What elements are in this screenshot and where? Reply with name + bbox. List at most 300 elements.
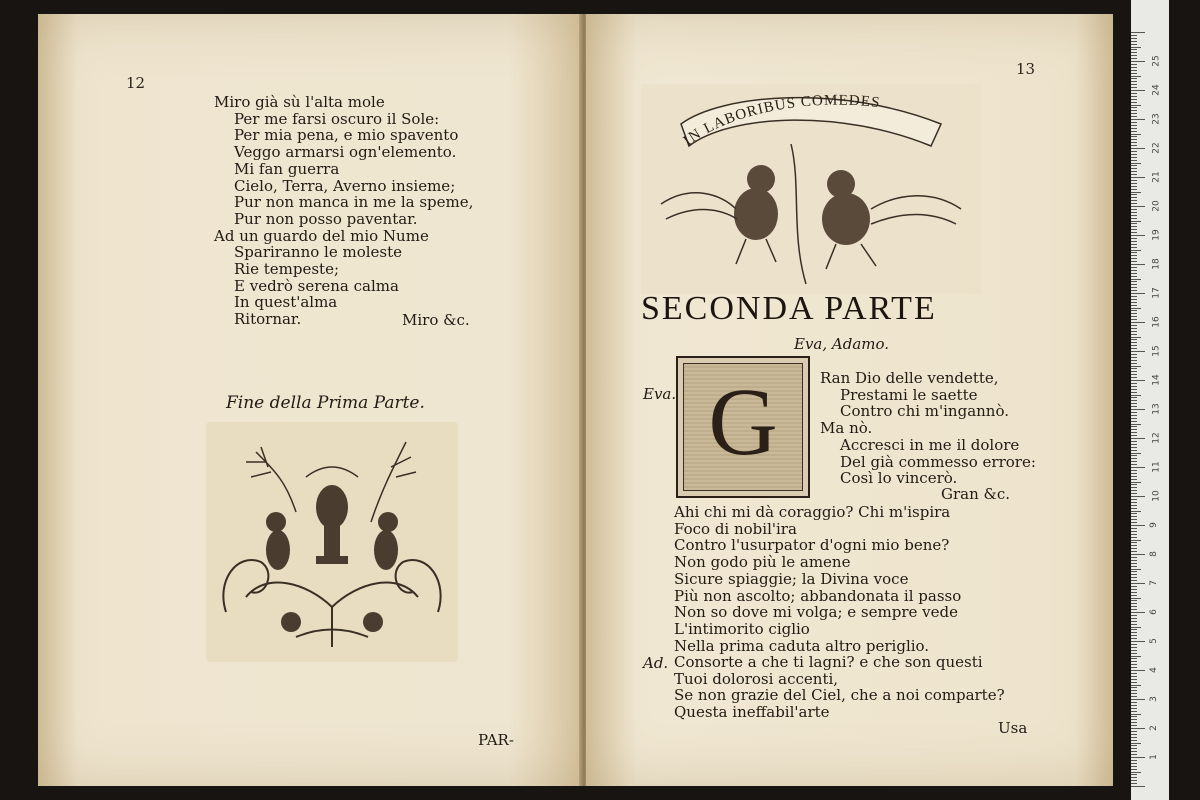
ruler-tick xyxy=(1131,73,1137,74)
ruler-tick xyxy=(1131,177,1145,178)
ruler-tick xyxy=(1131,351,1145,352)
ruler-tick xyxy=(1131,560,1137,561)
ruler-tick xyxy=(1131,38,1137,39)
ruler-tick xyxy=(1131,540,1141,541)
ruler-number: 11 xyxy=(1151,461,1162,473)
ruler-number: 21 xyxy=(1151,171,1162,183)
ruler-tick xyxy=(1131,673,1137,674)
ruler-tick xyxy=(1131,502,1137,503)
ruler-tick xyxy=(1131,194,1137,195)
refrain-text: Miro &c. xyxy=(402,311,470,329)
ruler-tick xyxy=(1131,566,1137,567)
recitative-line: Contro l'usurpator d'ogni mio bene? xyxy=(674,536,950,555)
ruler-tick xyxy=(1131,174,1137,175)
left-poem xyxy=(214,94,473,328)
ruler-tick xyxy=(1131,453,1141,454)
poem-line: In quest'alma xyxy=(234,293,338,312)
ruler-tick xyxy=(1131,682,1137,683)
ruler-tick xyxy=(1131,748,1137,749)
ruler-number: 24 xyxy=(1151,84,1162,96)
ruler-tick xyxy=(1131,403,1137,404)
ruler-tick xyxy=(1131,418,1137,419)
ruler-number: 23 xyxy=(1151,113,1162,125)
ruler-number: 20 xyxy=(1151,200,1162,212)
recitative-line: Foco di nobil'ira xyxy=(674,519,797,538)
ruler-tick xyxy=(1131,136,1137,137)
ruler-tick xyxy=(1131,450,1137,451)
ruler-tick xyxy=(1131,49,1137,50)
ruler-tick xyxy=(1131,757,1145,758)
ruler-tick xyxy=(1131,154,1137,155)
ruler-tick xyxy=(1131,745,1137,746)
poem-line: Miro già sù l'alta mole xyxy=(214,93,385,111)
drop-cap-box xyxy=(676,356,810,498)
aria-line: Così lo vincerò. xyxy=(840,469,958,488)
ruler-tick xyxy=(1131,296,1137,297)
ruler-tick xyxy=(1131,499,1137,500)
ruler-tick xyxy=(1131,505,1137,506)
ruler-tick xyxy=(1131,325,1137,326)
ruler-tick xyxy=(1131,345,1137,346)
ruler-tick xyxy=(1131,531,1137,532)
ruler-tick xyxy=(1131,287,1137,288)
ruler-number: 22 xyxy=(1151,142,1162,154)
ruler-tick xyxy=(1131,328,1137,329)
ruler-tick xyxy=(1131,105,1141,106)
ruler-tick xyxy=(1131,212,1137,213)
ruler-tick xyxy=(1131,319,1137,320)
ruler-tick xyxy=(1131,107,1137,108)
ruler-tick xyxy=(1131,461,1137,462)
ruler-tick xyxy=(1131,70,1137,71)
ruler-tick xyxy=(1131,99,1137,100)
poem-line: Mi fan guerra xyxy=(234,159,340,178)
ruler-tick xyxy=(1131,244,1137,245)
ruler-tick xyxy=(1131,223,1137,224)
ruler-tick xyxy=(1131,200,1137,201)
ruler-tick xyxy=(1131,218,1137,219)
ruler-tick xyxy=(1131,238,1137,239)
ruler-tick xyxy=(1131,383,1137,384)
ruler-tick xyxy=(1131,780,1137,781)
ruler-tick xyxy=(1131,322,1145,323)
ruler-tick xyxy=(1131,302,1137,303)
ruler-tick xyxy=(1131,705,1137,706)
ruler-tick xyxy=(1131,93,1137,94)
ruler-tick xyxy=(1131,267,1137,268)
recitative-line: Non godo più le amene xyxy=(674,553,851,572)
ruler-tick xyxy=(1131,711,1137,712)
ruler-tick xyxy=(1131,163,1141,164)
poem-line: Per mia pena, e mio spavento xyxy=(234,126,459,145)
ruler-tick xyxy=(1131,661,1137,662)
ruler-tick xyxy=(1131,168,1137,169)
ruler-tick xyxy=(1131,363,1137,364)
ruler-tick xyxy=(1131,612,1145,613)
ruler-number: 9 xyxy=(1148,522,1159,528)
open-book xyxy=(38,14,1113,786)
ruler-tick xyxy=(1131,563,1137,564)
ruler-tick xyxy=(1131,589,1137,590)
ruler-tick xyxy=(1131,731,1137,732)
left-page xyxy=(38,14,583,786)
ruler-tick xyxy=(1131,316,1137,317)
ruler-tick xyxy=(1131,313,1137,314)
ruler-number: 4 xyxy=(1148,667,1159,673)
ruler-tick xyxy=(1131,687,1137,688)
recitative-line: Questa ineffabil'arte xyxy=(674,703,830,722)
ruler-tick xyxy=(1131,241,1137,242)
ruler-tick xyxy=(1131,334,1137,335)
ruler-tick xyxy=(1131,412,1137,413)
ruler-tick xyxy=(1131,255,1137,256)
ruler-tick xyxy=(1131,131,1137,132)
ruler-tick xyxy=(1131,595,1137,596)
ruler-tick xyxy=(1131,667,1137,668)
ruler-tick xyxy=(1131,186,1137,187)
ruler-tick xyxy=(1131,751,1137,752)
ruler-tick xyxy=(1131,777,1137,778)
ruler-tick xyxy=(1131,624,1137,625)
ruler-tick xyxy=(1131,139,1137,140)
recitative-line: Più non ascolto; abbandonata il passo xyxy=(674,586,962,605)
ruler-tick xyxy=(1131,90,1145,91)
aria-line: Ma nò. xyxy=(820,419,873,438)
ruler-tick xyxy=(1131,406,1137,407)
ruler-tick xyxy=(1131,714,1141,715)
ruler-tick xyxy=(1131,635,1137,636)
ruler-tick xyxy=(1131,426,1137,427)
ruler-tick xyxy=(1131,395,1141,396)
ruler-tick xyxy=(1131,409,1145,410)
ruler-tick xyxy=(1131,725,1137,726)
aria-refrain: Gran &c. xyxy=(941,485,1011,503)
recitative-line: Tuoi dolorosi accenti, xyxy=(674,669,839,688)
catchword-left: PAR- xyxy=(478,731,514,749)
ruler-tick xyxy=(1131,464,1137,465)
ruler-tick xyxy=(1131,696,1137,697)
ruler-tick xyxy=(1131,64,1137,65)
ruler-tick xyxy=(1131,632,1137,633)
poem-line: Ad un guardo del mio Nume xyxy=(214,226,429,245)
ruler-tick xyxy=(1131,690,1137,691)
ruler-tick xyxy=(1131,470,1137,471)
poem-line: Cielo, Terra, Averno insieme; xyxy=(234,176,456,195)
ruler-tick xyxy=(1131,534,1137,535)
ruler-tick xyxy=(1131,670,1145,671)
poem-line: Pur non manca in me la speme, xyxy=(234,193,474,212)
recitative-line: Nella prima caduta altro periglio. xyxy=(674,636,930,655)
ruler-tick xyxy=(1131,386,1137,387)
ruler-tick xyxy=(1131,766,1137,767)
ruler-tick xyxy=(1131,592,1137,593)
ruler-tick xyxy=(1131,656,1141,657)
ruler-tick xyxy=(1131,247,1137,248)
ruler-tick xyxy=(1131,284,1137,285)
ruler-tick xyxy=(1131,84,1137,85)
ruler-tick xyxy=(1131,598,1141,599)
ruler-tick xyxy=(1131,183,1137,184)
ruler-tick xyxy=(1131,542,1137,543)
ruler-tick xyxy=(1131,134,1141,135)
ruler-tick xyxy=(1131,424,1141,425)
ruler-tick xyxy=(1131,331,1137,332)
eva-recitative xyxy=(674,504,961,654)
recitative-line: Non so dove mi volga; e sempre vede xyxy=(674,603,958,622)
ruler-tick xyxy=(1131,389,1137,390)
ruler-tick xyxy=(1131,145,1137,146)
banner-motto xyxy=(676,84,966,164)
ruler-tick xyxy=(1131,699,1145,700)
ruler-tick xyxy=(1131,479,1137,480)
ruler-number: 13 xyxy=(1151,403,1162,415)
ruler-tick xyxy=(1131,783,1137,784)
ruler-tick xyxy=(1131,586,1137,587)
ruler-tick xyxy=(1131,513,1137,514)
ruler-tick xyxy=(1131,273,1137,274)
ruler-tick xyxy=(1131,293,1145,294)
ruler-tick xyxy=(1131,377,1137,378)
aria-line: Ran Dio delle vendette, xyxy=(820,369,999,387)
ruler-tick xyxy=(1131,47,1141,48)
ruler-tick xyxy=(1131,716,1137,717)
ruler-tick xyxy=(1131,621,1137,622)
ruler-tick xyxy=(1131,577,1137,578)
ruler-tick xyxy=(1131,87,1137,88)
ruler-tick xyxy=(1131,354,1137,355)
ruler-number: 12 xyxy=(1151,432,1162,444)
ruler-tick xyxy=(1131,609,1137,610)
ruler-tick xyxy=(1131,270,1137,271)
ruler-tick xyxy=(1131,374,1137,375)
ruler-number: 6 xyxy=(1148,609,1159,615)
ruler-number: 18 xyxy=(1151,258,1162,270)
ruler-tick xyxy=(1131,719,1137,720)
ruler-tick xyxy=(1131,685,1141,686)
ruler-tick xyxy=(1131,44,1137,45)
ruler-tick xyxy=(1131,400,1137,401)
ruler-tick xyxy=(1131,493,1137,494)
ruler-tick xyxy=(1131,264,1145,265)
ruler-tick xyxy=(1131,421,1137,422)
poem-line: Per me farsi oscuro il Sole: xyxy=(234,109,440,128)
ruler-tick xyxy=(1131,119,1145,120)
ruler-tick xyxy=(1131,519,1137,520)
ruler-tick xyxy=(1131,180,1137,181)
ruler-tick xyxy=(1131,151,1137,152)
ruler-tick xyxy=(1131,209,1137,210)
ruler-tick xyxy=(1131,487,1137,488)
ruler-tick xyxy=(1131,441,1137,442)
ruler-tick xyxy=(1131,467,1145,468)
ruler-tick xyxy=(1131,276,1137,277)
poem-line: Spariranno le moleste xyxy=(234,243,402,262)
ruler-tick xyxy=(1131,122,1137,123)
ruler-tick xyxy=(1131,206,1145,207)
ruler-tick xyxy=(1131,528,1137,529)
ruler-tick xyxy=(1131,629,1137,630)
cherubs-urn-ornament xyxy=(206,422,458,662)
ruler-tick xyxy=(1131,299,1137,300)
ruler-tick xyxy=(1131,458,1137,459)
ruler-tick xyxy=(1131,647,1137,648)
ruler-number: 14 xyxy=(1151,374,1162,386)
ruler-tick xyxy=(1131,160,1137,161)
ruler-tick xyxy=(1131,215,1137,216)
ruler-tick xyxy=(1131,653,1137,654)
ruler-tick xyxy=(1131,511,1141,512)
ruler-tick xyxy=(1131,392,1137,393)
ruler-tick xyxy=(1131,305,1137,306)
recitative-line: Sicure spiaggie; la Divina voce xyxy=(674,569,909,588)
aria-line: Prestami le saette xyxy=(840,385,978,404)
ruler-tick xyxy=(1131,571,1137,572)
characters-line: Eva, Adamo. xyxy=(794,335,890,353)
ruler-tick xyxy=(1131,693,1137,694)
ruler-tick xyxy=(1131,142,1137,143)
ruler-tick xyxy=(1131,67,1137,68)
ruler-tick xyxy=(1131,482,1141,483)
ruler-tick xyxy=(1131,35,1137,36)
page-number-left: 12 xyxy=(126,74,146,92)
ruler-tick xyxy=(1131,600,1137,601)
ruler-tick xyxy=(1131,165,1137,166)
page-number-right: 13 xyxy=(1016,60,1036,78)
ruler-tick xyxy=(1131,754,1137,755)
ruler-number: 16 xyxy=(1151,316,1162,328)
poem-line: Pur non posso paventar. xyxy=(234,209,418,228)
ruler-tick xyxy=(1131,366,1141,367)
ruler-tick xyxy=(1131,650,1137,651)
ruler-tick xyxy=(1131,432,1137,433)
ruler-tick xyxy=(1131,455,1137,456)
recitative-line: Se non grazie del Ciel, che a noi comparte? xyxy=(674,686,1005,705)
ruler-tick xyxy=(1131,508,1137,509)
ruler-tick xyxy=(1131,52,1137,53)
ruler-tick xyxy=(1131,435,1137,436)
ruler-tick xyxy=(1131,786,1145,787)
ruler-tick xyxy=(1131,96,1137,97)
ruler-tick xyxy=(1131,61,1145,62)
speaker-adamo: Ad. xyxy=(643,654,669,672)
ruler-tick xyxy=(1131,110,1137,111)
ruler-tick xyxy=(1131,371,1137,372)
ruler-tick xyxy=(1131,554,1145,555)
ruler-tick xyxy=(1131,337,1141,338)
ruler-tick xyxy=(1131,473,1137,474)
ruler-tick xyxy=(1131,774,1137,775)
ruler-tick xyxy=(1131,128,1137,129)
ruler-tick xyxy=(1131,615,1137,616)
ruler-tick xyxy=(1131,102,1137,103)
ruler-tick xyxy=(1131,537,1137,538)
ruler-tick xyxy=(1131,490,1137,491)
ruler-tick xyxy=(1131,342,1137,343)
aria-line: Del già commesso errore: xyxy=(840,452,1036,471)
ruler-number: 7 xyxy=(1148,580,1159,586)
ruler-tick xyxy=(1131,760,1137,761)
aria-line: Accresci in me il dolore xyxy=(840,435,1020,454)
recitative-line: Consorte a che ti lagni? e che son questi xyxy=(674,653,983,671)
ruler-tick xyxy=(1131,252,1137,253)
ruler-tick xyxy=(1131,569,1141,570)
ruler-number: 8 xyxy=(1148,551,1159,557)
ruler-tick xyxy=(1131,429,1137,430)
catchword-right: Usa xyxy=(998,719,1028,737)
section-heading: SECONDA PARTE xyxy=(641,290,937,327)
ruler-number: 5 xyxy=(1148,638,1159,644)
measurement-ruler xyxy=(1131,0,1169,800)
right-page xyxy=(586,14,1113,786)
ruler-tick xyxy=(1131,258,1137,259)
ruler-tick xyxy=(1131,310,1137,311)
ruler-tick xyxy=(1131,522,1137,523)
ruler-tick xyxy=(1131,226,1137,227)
ruler-tick xyxy=(1131,583,1145,584)
ruler-tick xyxy=(1131,484,1137,485)
ruler-tick xyxy=(1131,708,1137,709)
ruler-tick xyxy=(1131,76,1141,77)
ruler-tick xyxy=(1131,250,1141,251)
ruler-tick xyxy=(1131,606,1137,607)
ruler-number: 19 xyxy=(1151,229,1162,241)
ruler-tick xyxy=(1131,618,1137,619)
ruler-tick xyxy=(1131,415,1137,416)
ruler-tick xyxy=(1131,290,1137,291)
ruler-tick xyxy=(1131,438,1145,439)
ruler-tick xyxy=(1131,279,1141,280)
ruler-number: 2 xyxy=(1148,725,1159,731)
ruler-tick xyxy=(1131,658,1137,659)
ruler-tick xyxy=(1131,444,1137,445)
eva-aria xyxy=(820,370,1036,487)
ruler-tick xyxy=(1131,203,1137,204)
drop-cap-letter: G xyxy=(708,368,778,475)
ruler-tick xyxy=(1131,728,1145,729)
ruler-tick xyxy=(1131,41,1137,42)
speaker-eva: Eva. xyxy=(643,385,677,403)
ruler-number: 25 xyxy=(1151,55,1162,67)
ruler-tick xyxy=(1131,55,1137,56)
end-of-part-text: Fine della Prima Parte. xyxy=(226,393,425,413)
recitative-line: L'intimorito ciglio xyxy=(674,619,810,638)
ruler-tick xyxy=(1131,357,1137,358)
ruler-number: 3 xyxy=(1148,696,1159,702)
ruler-tick xyxy=(1131,476,1137,477)
ruler-tick xyxy=(1131,125,1137,126)
ruler-number: 1 xyxy=(1148,754,1159,760)
ruler-tick xyxy=(1131,157,1137,158)
ruler-tick xyxy=(1131,261,1137,262)
ruler-tick xyxy=(1131,638,1137,639)
ruler-tick xyxy=(1131,189,1137,190)
ruler-tick xyxy=(1131,308,1141,309)
ruler-tick xyxy=(1131,113,1137,114)
ruler-tick xyxy=(1131,171,1137,172)
ruler-tick xyxy=(1131,551,1137,552)
recitative-line: Ahi chi mi dà coraggio? Chi m'ispira xyxy=(674,503,951,521)
ruler-tick xyxy=(1131,81,1137,82)
ruler-tick xyxy=(1131,545,1137,546)
ruler-tick xyxy=(1131,740,1137,741)
ruler-tick xyxy=(1131,516,1137,517)
poem-line: Veggo armarsi ogn'elemento. xyxy=(234,143,457,162)
svg-text:IN LABORIBUS COMEDES: IN LABORIBUS COMEDES xyxy=(680,92,882,150)
ruler-tick xyxy=(1131,557,1137,558)
ruler-tick xyxy=(1131,221,1141,222)
ruler-tick xyxy=(1131,641,1145,642)
ruler-tick xyxy=(1131,769,1137,770)
